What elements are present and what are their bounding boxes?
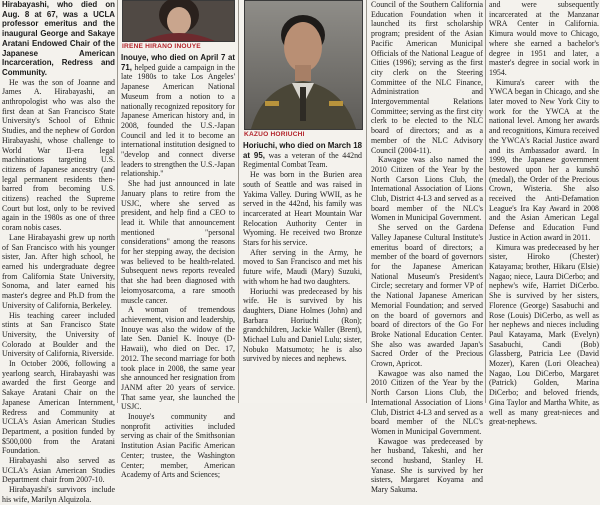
paragraph: Council of the Southern California Education Foundation when it launched its first scholarship program; president of the Asian Pacific American Municipal Officials of the National League of Cities (1996); serving as the first city clerk on the Steering Committee of the NLC Finance, Administration and Intergovernmental Relations Committee; serving as the first city clerk to be elected to the NLC board of directors; and as a member of the NLC Advisory Council (2004-11). xyxy=(371,0,483,155)
paragraph: Horiuchi was predeceased by his wife. He is survived by his daughters, Diane Holmes (John) and Barbara Horiuchi (Ron); grandchildren, Jackie Waller (Brent), Michael Lulu and Daniel Lulu; sister, Nobuko Matsumoto; he is also survived by nieces and nephews. xyxy=(243,286,362,364)
portrait-photo-horiuchi xyxy=(244,0,363,130)
column-divider xyxy=(238,0,239,403)
obituary-lead: Horiuchi, who died on March 18 at 95, xyxy=(243,141,362,160)
paragraph: helped guide a campaign in the late 1980s to take Los Angeles' Japanese American National Museum from a notion to a nationally recognized repository for Japanese American history and, in 2008, founded the U.S.-Japan Council and led it to become an international institution designed to "develop and connect diverse leaders to strengthen the U.S.-Japan relationship." xyxy=(121,62,235,179)
obituary-column-inouye xyxy=(121,53,235,480)
paragraph: was a veteran of the 442nd Regimental Combat Team. xyxy=(243,150,362,170)
portrait-image xyxy=(123,1,234,41)
paragraph: Kawagoe was also named the 2010 Citizen of the Year by the North Carson Lions Club, the International Association of Lions Club, District 4-L3 and served as a board member of the NLC's Women in Municipal Government. xyxy=(371,368,483,436)
column-divider xyxy=(366,0,367,403)
paragraph: In October 2006, following a yearlong search, Hirabayashi was awarded the first George and Sakaye Aratani Chair on the Japanese American Internment, Redress and Community at UCLA's Asian American Studies Department, a position funded by $500,000 from the Aratani Foundation. xyxy=(2,359,115,456)
obituary-lead: Inouye, who died on April 7 at 71, xyxy=(121,53,235,72)
portrait-photo-inouye xyxy=(122,0,235,42)
paragraph: Hirabayashi, who died on Aug. 8 at 67, was a UCLA professor emeritus and the inaugural George and Sakaye Aratani Endowed Chair of the Japanese American Incarceration, Redress and Community. xyxy=(2,0,115,77)
paragraph: After serving in the Army, he moved to San Francisco and met his future wife, Maudi (Mary) Suzuki, with whom he had two daughters. xyxy=(243,247,362,286)
paragraph: Inouye's community and nonprofit activities included serving as chair of the Smithsonian Institution Asian Pacific American Center; trustee, the Washington Center; member, American Academy of Arts and Sciences; xyxy=(121,412,235,480)
paragraph: Kimura's career with the YWCA began in Chicago, and she later moved to New York City to work for the YWCA at the national level. Among her awards and recognitions, Kimura received the YWCA's Racial Justice award and its Ambassador award. In 1999, the Japanese government bestowed upon her a kunshō (medal), the Order of the Precious Crown, Wisteria. She also received the Anti-Defamation League's Ira Kay Award in 2008 and the Asian American Legal Defense and Education Fund Justice in Action award in 2011. xyxy=(489,77,599,242)
obituary-column-kawagoe xyxy=(371,0,483,495)
obituary-column-hirabayashi xyxy=(2,0,115,504)
paragraph: His teaching career included stints at San Francisco State University, the University of Colorado at Boulder and the University of California, Riverside. xyxy=(2,310,115,359)
column-divider xyxy=(485,0,486,403)
paragraph: She served on the Gardena Valley Japanese Cultural Institute's emeritus board of directors; a member of the board of governors for the Japanese American National Museum's President's Circle; secretary and former VP of the National Japanese American Memorial Foundation; and served on the board of governors and board of directors of the Go For Broke National Education Center. She also was awarded Japan's Sacred Order of the Precious Crown, Apricot. xyxy=(371,223,483,369)
paragraph: Kawagoe was predeceased by her husband, Takeshi, and her second husband, Stanley H. Yanase. She is survived by her sisters, Margaret Koyama and Mary Sakuma. xyxy=(371,436,483,495)
obituary-column-kimura xyxy=(489,0,599,427)
paragraph: Kimura was predeceased by her sister, Hiroko (Chester) Katayama; brother, Hikaru (Elsie) Nagao; niece, Laura DiCerbo; and nephew's wife, Harriet DiCerbo. She is survived by her sisters, Florence (George) Sasabuchi and Rose (Louis) DiCerbo, as well as her nephews and nieces including Paul Katayama, Mark (Evelyn) Sasabuchi, Candi (Bob) Glassberg, Patricia Lee (David Mozer), Karen (Lori Oleachea) Nagao, Lou DiCerbo, Margaret (Patrick) Golden, Marina DiCerbo; and beloved friends, Gina Taylor and Martha White, as well as many great-nieces and great-nephews. xyxy=(489,242,599,427)
photo-caption: KAZUO HORIUCHI xyxy=(244,131,305,138)
photo-caption: IRENE HIRANO INOUYE xyxy=(122,43,201,50)
portrait-image xyxy=(245,1,362,129)
paragraph: Hirabayashi also served as UCLA's Asian American Studies Department chair from 2007-10. xyxy=(2,456,115,485)
paragraph: Lane Hirabayashi grew up north of San Francisco with his younger sister, Jan. After high school, he earned his undergraduate degree from California State University, Sonoma, and later earned his master's degree and Ph.D from the University of California, Berkeley. xyxy=(2,232,115,310)
paragraph: Hirabayashi's survivors include his wife, Marilyn Alquizola. xyxy=(2,485,115,504)
paragraph: He was born in the Burien area south of Seattle and was raised in Yakima Valley. During WWII, as he served in the 442nd, his family was incarcerated at Heart Mountain War Relocation Authority Center in Wyoming. He received two Bronze Stars for his service. xyxy=(243,170,362,248)
paragraph: Kawagoe was also named the 2010 Citizen of the Year by the North Carson Lions Club, the International Association of Lions Club, District 4-L3 and served as a board member of the NLC's Women in Municipal Government. xyxy=(371,155,483,223)
paragraph: and were subsequently incarcerated at the Manzanar WRA Center in California. Kimura would move to Chicago, where she earned a bachelor's degree in 1951 and later, a master's degree in social work in 1954. xyxy=(489,0,599,77)
paragraph: He was the son of Joanne and James A. Hirabayashi, an anthropologist who was also the first dean at San Francisco State University's School of Ethnic Studies, and the nephew of Gordon Hirabayashi, whose challenge to World War II-era legal machinations targeting U.S. citizens of Japanese ancestry (and legal permanent residents then-barred from becoming U.S. citizens) reached the Supreme Court but lost, only to be revived again in the 1980s as one of three coram nobis cases. xyxy=(2,77,115,233)
paragraph: A woman of tremendous achievement, vision and leadership, Inouye was also the widow of the late Sen. Daniel K. Inouye (D-Hawaii), who died on Dec. 17, 2012. The second marriage for both took place in 2008, the same year she announced her resignation from JANM after 20 years of service. That same year, she launched the USJC. xyxy=(121,305,235,412)
column-divider xyxy=(117,0,118,403)
obituary-column-horiuchi xyxy=(243,141,362,403)
paragraph: She had just announced in late January plans to retire from the USJC, where she served as president, and help find a CEO to lead it. While that announcement mentioned "personal considerations" among the reasons for her stepping away, the decision was believed to be health-related. Subsequent news reports revealed that she had been diagnosed with leiomyosarcoma, a rare smooth muscle cancer. xyxy=(121,179,235,305)
